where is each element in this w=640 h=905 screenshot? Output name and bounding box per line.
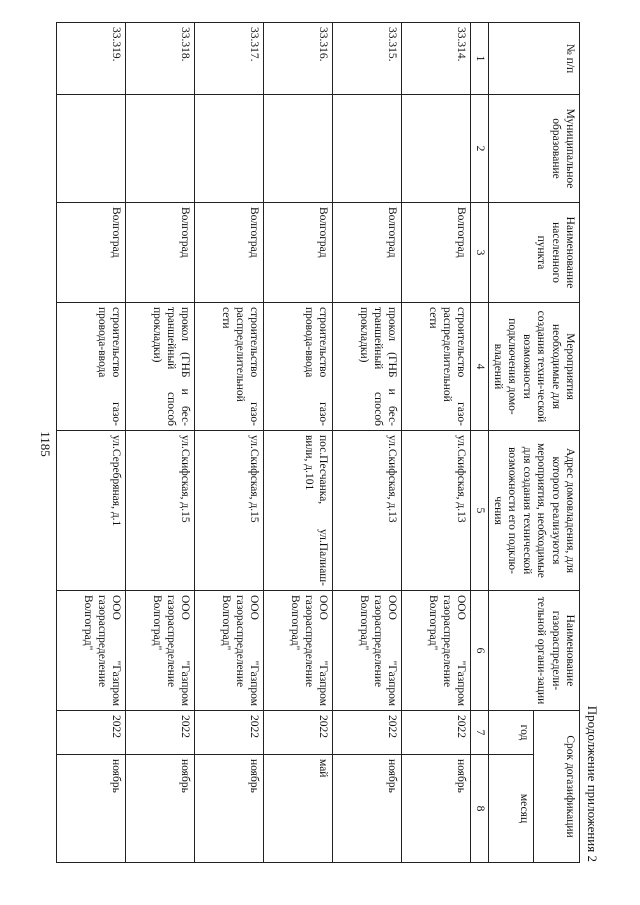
- row-month: ноябрь: [333, 755, 402, 863]
- row-municipality: [264, 95, 333, 203]
- row-num: 33.314.: [402, 23, 471, 95]
- page-number: 1185: [38, 431, 53, 457]
- row-municipality: [333, 95, 402, 203]
- col-number: 6: [471, 591, 488, 711]
- row-num: 33.316.: [264, 23, 333, 95]
- header-measures: Мероприятия необходимые для создания техни-ческой возможности подключения домо-владений: [488, 303, 579, 431]
- row-org: ООО "Газпром газораспределение Волгоград": [333, 591, 402, 711]
- table-row: [126, 23, 195, 863]
- row-org: ООО "Газпром газораспределение Волгоград": [57, 591, 126, 711]
- gasification-table: [56, 22, 580, 863]
- row-address: ул.Скифская, д.13: [333, 431, 402, 591]
- row-measure: строительство газо-провода-ввода: [264, 303, 333, 431]
- header-month: месяц: [488, 755, 534, 863]
- col-number: 1: [471, 23, 488, 95]
- row-num: 33.315.: [333, 23, 402, 95]
- row-year: 2022: [126, 711, 195, 755]
- row-measure: строительство газо-распределительной сети: [195, 303, 264, 431]
- row-month: ноябрь: [126, 755, 195, 863]
- row-locality: Волгоград: [264, 203, 333, 303]
- header-row: [534, 23, 580, 863]
- header-org: Наименование газораспредели-тельной органи-зации: [488, 591, 579, 711]
- row-measure: строительство газо-распределительной сети: [402, 303, 471, 431]
- row-locality: Волгоград: [126, 203, 195, 303]
- row-municipality: [195, 95, 264, 203]
- continuation-label: Продолжение приложения 2: [585, 705, 600, 862]
- column-numbers-row: [471, 23, 488, 863]
- header-locality: Наименование населенного пункта: [488, 203, 579, 303]
- row-month: ноябрь: [57, 755, 126, 863]
- row-year: 2022: [333, 711, 402, 755]
- col-number: 7: [471, 711, 488, 755]
- row-measure: прокол (ГНБ и бес-траншейный способ прокладки): [333, 303, 402, 431]
- row-year: 2022: [57, 711, 126, 755]
- row-measure: прокол (ГНБ и бес-траншейный способ прокладки): [126, 303, 195, 431]
- row-month: ноябрь: [402, 755, 471, 863]
- row-locality: Волгоград: [57, 203, 126, 303]
- row-org: ООО "Газпром газораспределение Волгоград": [126, 591, 195, 711]
- row-measure: строительство газо-провода-ввода: [57, 303, 126, 431]
- row-locality: Волгоград: [333, 203, 402, 303]
- table-row: [264, 23, 333, 863]
- row-year: 2022: [402, 711, 471, 755]
- row-municipality: [402, 95, 471, 203]
- row-municipality: [126, 95, 195, 203]
- row-org: ООО "Газпром газораспределение Волгоград": [264, 591, 333, 711]
- row-num: 33.317.: [195, 23, 264, 95]
- row-locality: Волгоград: [402, 203, 471, 303]
- row-address: ул.Скифская, д.13: [402, 431, 471, 591]
- row-address: ул.Скифская, д.15: [126, 431, 195, 591]
- col-number: 3: [471, 203, 488, 303]
- table-row: [333, 23, 402, 863]
- row-org: ООО "Газпром газораспределение Волгоград": [402, 591, 471, 711]
- row-org: ООО "Газпром газораспределение Волгоград": [195, 591, 264, 711]
- row-locality: Волгоград: [195, 203, 264, 303]
- header-deadline: Срок догазификации: [534, 711, 580, 863]
- row-num: 33.319.: [57, 23, 126, 95]
- row-address: пос.Песчанка, ул.Палиаш-вили, д.101: [264, 431, 333, 591]
- header-year: год: [488, 711, 534, 755]
- col-number: 4: [471, 303, 488, 431]
- header-municipality: Муниципальное образование: [488, 95, 579, 203]
- col-number: 8: [471, 755, 488, 863]
- table-row: [57, 23, 126, 863]
- row-month: ноябрь: [195, 755, 264, 863]
- row-month: май: [264, 755, 333, 863]
- table-row: [402, 23, 471, 863]
- row-num: 33.318.: [126, 23, 195, 95]
- row-address: ул.Скифская, д.15: [195, 431, 264, 591]
- header-address: Адрес домовладения, для которого реализуются мероприятия, необходимые для создания технической возможности его подклю-чения: [488, 431, 579, 591]
- table-row: [195, 23, 264, 863]
- row-municipality: [57, 95, 126, 203]
- col-number: 2: [471, 95, 488, 203]
- row-year: 2022: [264, 711, 333, 755]
- rotated-page-content: [81, 22, 600, 862]
- header-num: № п/п: [488, 23, 579, 95]
- row-address: ул.Серебряная, д.1: [57, 431, 126, 591]
- col-number: 5: [471, 431, 488, 591]
- row-year: 2022: [195, 711, 264, 755]
